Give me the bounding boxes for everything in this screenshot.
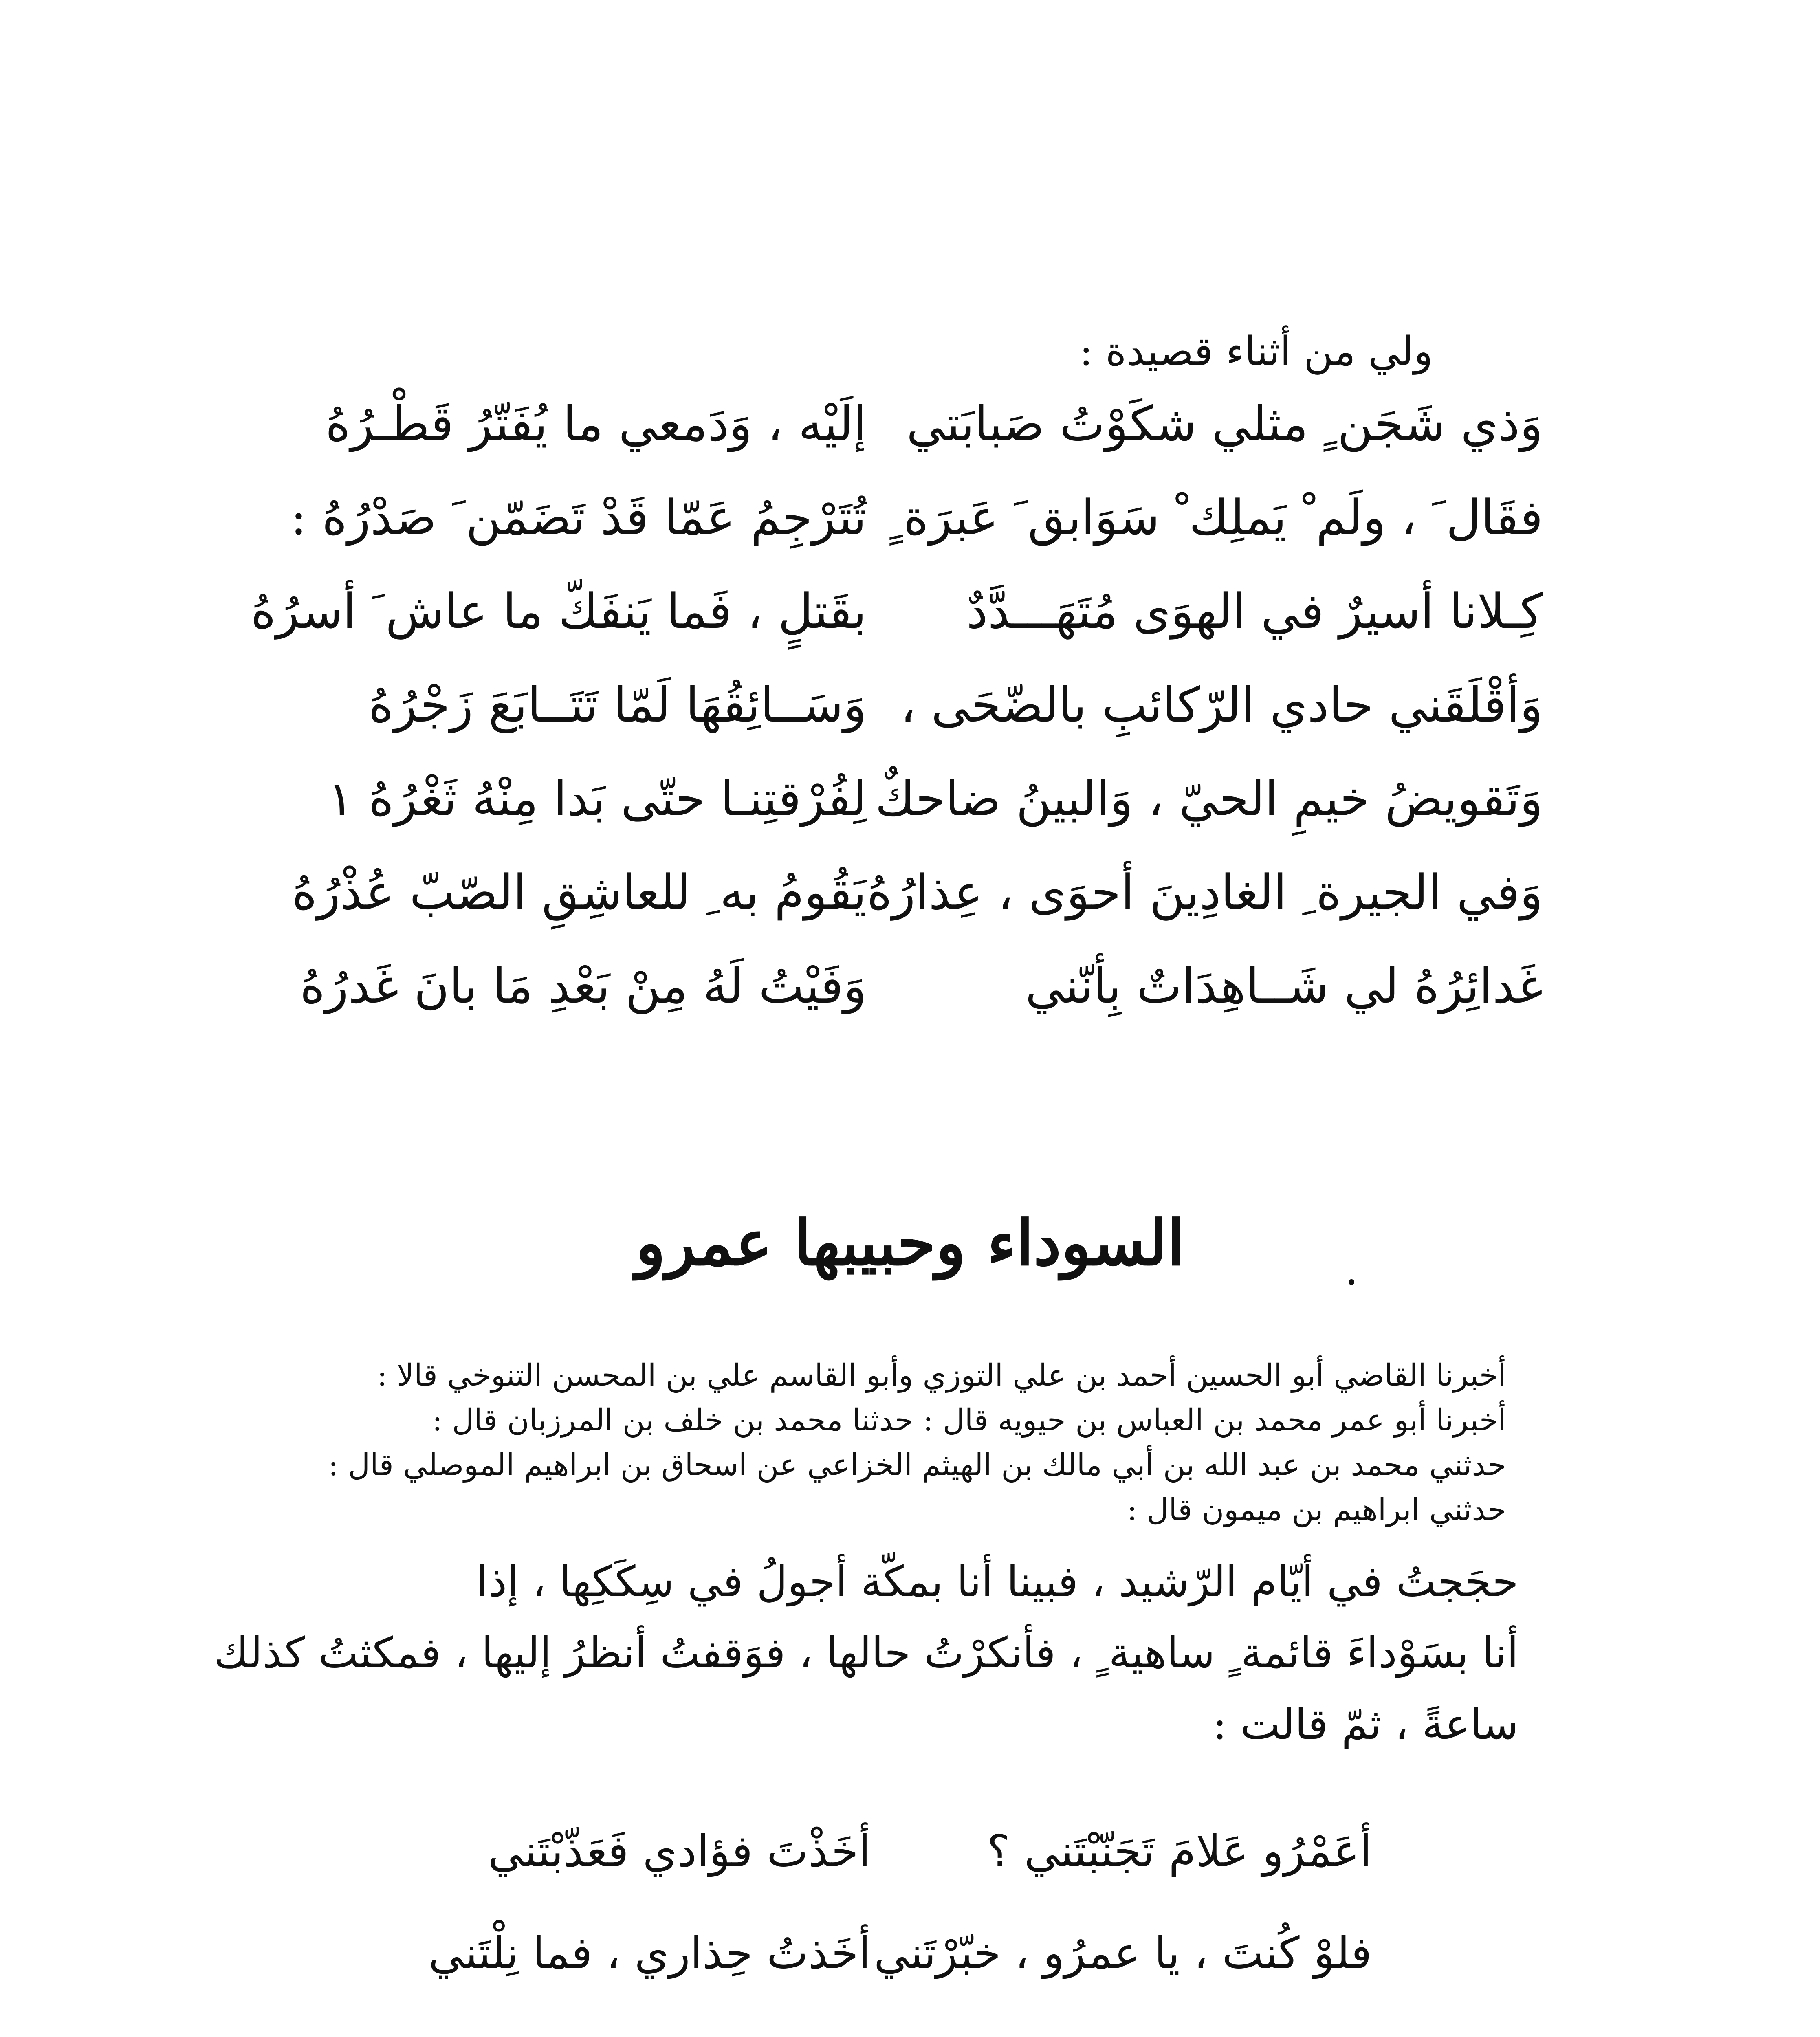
poem-hemistich-right: وَفي الجيرة ِ الغادِينَ أحوَى ، عِذارُهُ [867,864,1543,920]
poem-hemistich-left: تُتَرْجِمُ عَمّا قَدْ تَضَمّن َ صَدْرُهُ : [290,489,867,546]
section-heading: السوداء وحبيبها عمرو [635,1206,1184,1279]
poem-hemistich-right: كِـلانا أسيرٌ في الهوَى مُتَهَـــدَّدٌ [966,583,1543,639]
poem-hemistich-left: بقَتلٍ ، فَما يَنفَكّ ما عاش َ أسرُهُ [251,583,867,639]
poem-hemistich-right: وَذي شَجَن ٍ مثلي شكَوْتُ صَبابَتي [906,396,1543,452]
poem-hemistich-left: وَسَــائِقُهَا لَمّا تَتَــابَعَ زَجْرُهُ [368,677,867,733]
poem2-hemistich-right: فلوْ كُنتَ ، يا عمرُو ، خبّرْتَني [874,1928,1372,1979]
poem2-hemistich-left: أخَذتُ حِذاري ، فما نِلْتَني [428,1928,871,1979]
poem2-hemistich-left: أخَذْتَ فؤادي فَعَذّبْتَني [488,1826,871,1877]
poem-hemistich-left: إلَيْه ، وَدَمعي ما يُفَتّرُ قَطْـرُهُ [325,396,867,452]
ornament-dot [1349,1279,1354,1285]
poem-hemistich-right: وَتَقويضُ خيمِ الحيّ ، وَالبينُ ضاحكٌ [875,770,1543,827]
poem-hemistich-right: وَأقْلَقَني حادي الرّكائبِ بالضّحَى ، [900,677,1543,733]
poem-hemistich-right: فقَال َ ، ولَم ْ يَملِك ْ سَوَابق َ عَبرَة ٍ [889,489,1543,546]
prose-line: أنا بسَوْداءَ قائمة ٍ ساهية ٍ ، فأنكرْتُ حالها ، فوَقفتُ أنظرُ إليها ، فمكثتُ كذلك [213,1628,1519,1678]
isnad-line: أخبرنا أبو عمر محمد بن العباس بن حيويه قال : حدثنا محمد بن خلف بن المرزبان قال : [432,1403,1506,1438]
prose-line: حجَجتُ في أيّام الرّشيد ، فبينا أنا بمكّة أجولُ في سِكَكِها ، إذا [476,1557,1519,1606]
isnad-line: حدثني ابراهيم بن ميمون قال : [1127,1492,1506,1527]
poem-hemistich-right: غَدائِرُهُ لي شَــاهِدَاتٌ بِأنّني [1025,958,1543,1014]
poem-hemistich-left: يَقُومُ به ِ للعاشِقِ الصّبّ عُذْرُهُ [292,864,867,920]
poem-hemistich-left: وَفَيْتُ لَهُ مِنْ بَعْدِ مَا بانَ غَدرُهُ [300,958,867,1014]
intro-line: ولي من أثناء قصيدة : [1079,328,1433,375]
poem2-hemistich-right: أعَمْرُو عَلامَ تَجَنّبْتَني ؟ [987,1826,1372,1877]
isnad-line: حدثني محمد بن عبد الله بن أبي مالك بن الهيثم الخزاعي عن اسحاق بن ابراهيم الموصلي قال : [328,1447,1506,1483]
poem-hemistich-left: لِفُرْقتِنـا حتّى بَدا مِنْهُ ثَغْرُهُ ١ [327,770,867,827]
isnad-line: أخبرنا القاضي أبو الحسين أحمد بن علي التوزي وأبو القاسم علي بن المحسن التنوخي قالا : [377,1358,1506,1393]
prose-line: ساعةً ، ثمّ قالت : [1213,1699,1519,1749]
